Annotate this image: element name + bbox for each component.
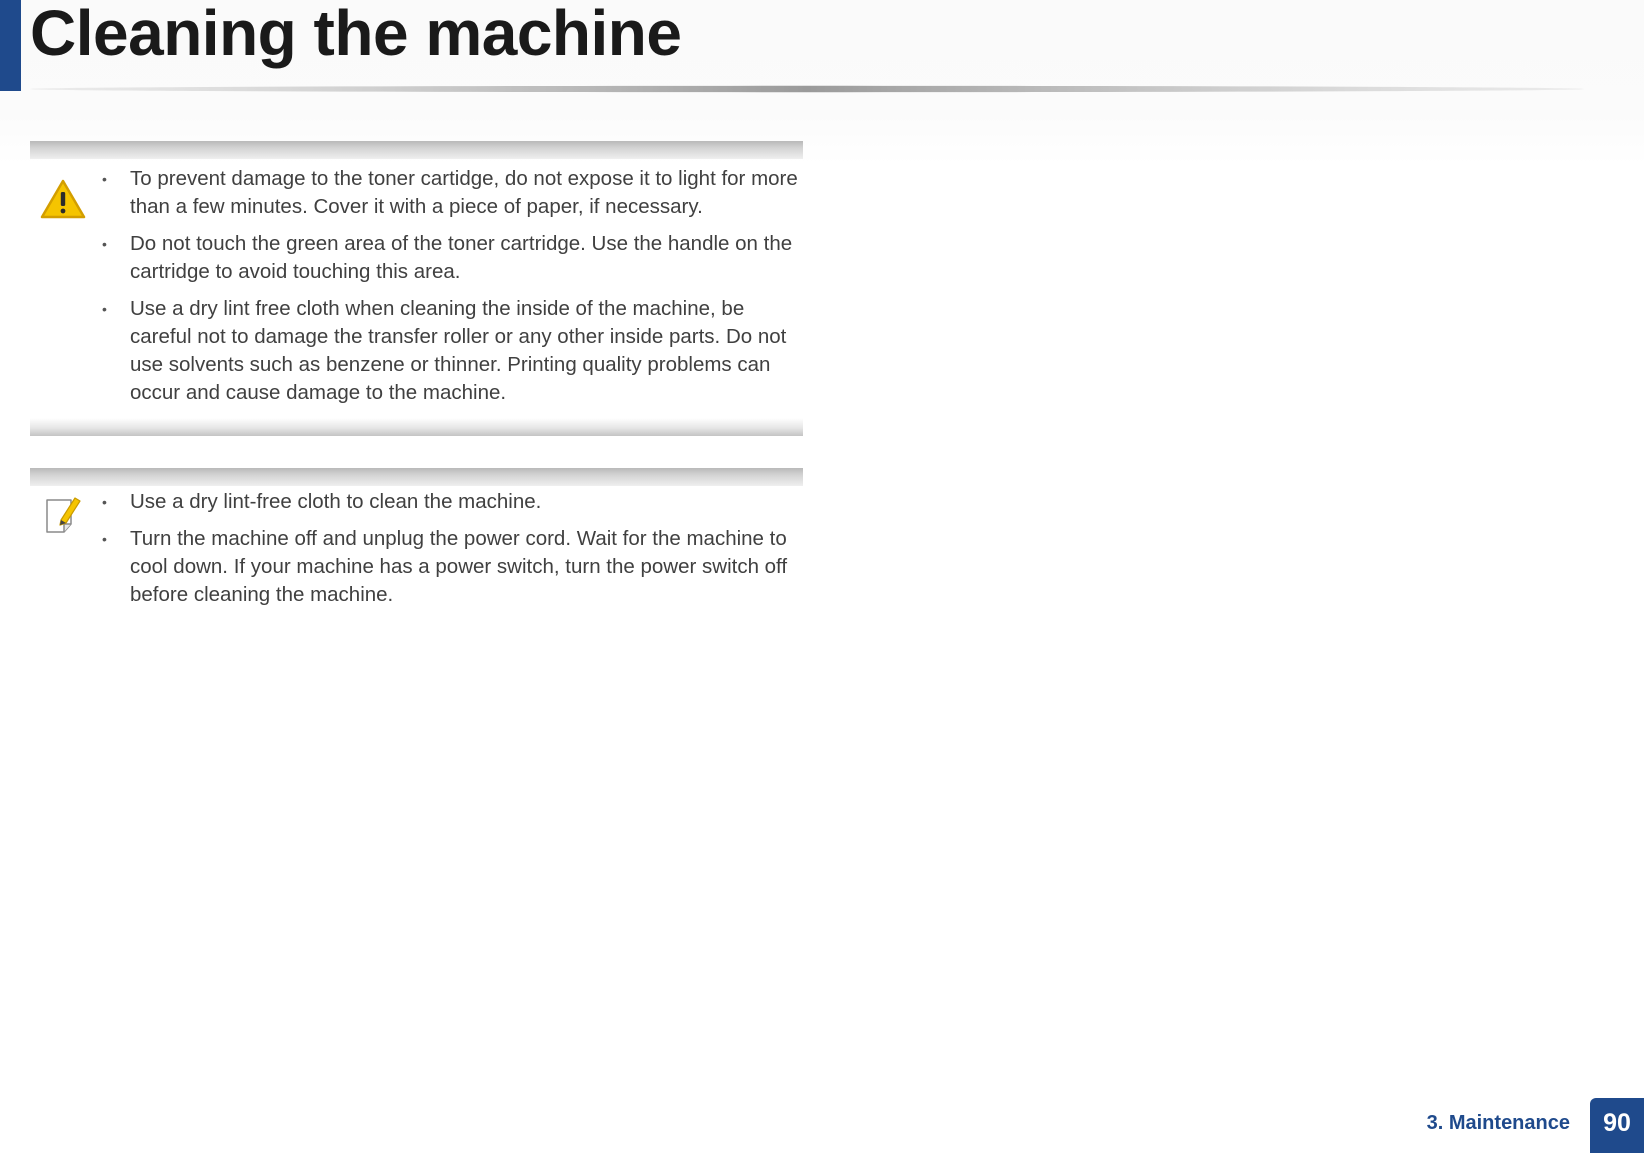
page-title: Cleaning the machine [30,0,682,69]
caution-list [30,165,803,407]
caution-item-text: Do not touch the green area of the toner cartridge. Use the handle on the cartridge to avoid touching this area. [130,232,793,283]
caution-item-text: To prevent damage to the toner cartidge, do not expose it to light for more than a few minutes. Cover it with a piece of paper, if necessary. [130,167,798,218]
caution-item-text: Use a dry lint free cloth when cleaning the inside of the machine, be careful not to damage the transfer roller or any other inside parts. Do not use solvents such as benzene or thinner. Printing quality problems can occur and cause damage to the machine. [130,297,787,404]
caution-panel-bottom-bar [30,418,803,436]
list-item [30,525,803,609]
bullet-marker: • [102,301,107,317]
list-item [30,230,803,286]
footer-section-label: 3. Maintenance [1426,1112,1570,1134]
list-item [30,165,803,221]
caution-panel-top-bar [30,141,803,159]
note-list [30,488,803,609]
note-panel-body [30,486,803,636]
list-item [30,488,803,516]
note-panel [30,468,803,636]
note-item-text: Use a dry lint-free cloth to clean the machine. [130,490,542,513]
caution-panel-body [30,159,803,418]
title-underline [30,85,1585,93]
bullet-marker: • [102,531,107,547]
chapter-accent-bar [0,0,21,91]
bullet-marker: • [102,236,107,252]
page-number: 90 [1590,1098,1644,1153]
note-panel-top-bar [30,468,803,486]
bullet-marker: • [102,494,107,510]
bullet-marker: • [102,171,107,187]
caution-panel [30,141,803,436]
note-item-text: Turn the machine off and unplug the power cord. Wait for the machine to cool down. If your machine has a power switch, turn the power switch off before cleaning the machine. [130,527,788,606]
list-item [30,295,803,407]
